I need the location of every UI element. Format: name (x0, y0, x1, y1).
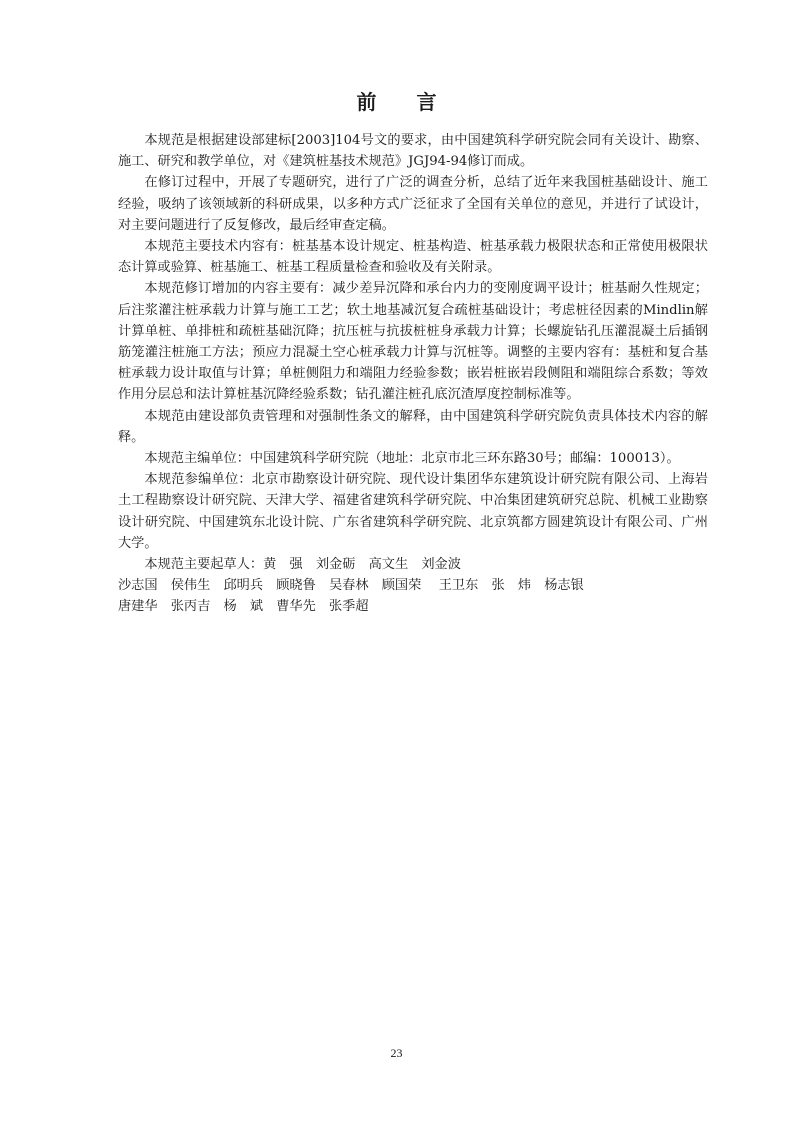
paragraph-participants: 本规范参编单位：北京市勘察设计研究院、现代设计集团华东建筑设计研究院有限公司、上海岩土工程勘察设计研究院、天津大学、福建省建筑科学研究院、中冶集团建筑研究总院、机械工业勘察设计研究院、中国建筑东北设计院、广东省建筑科学研究院、北京筑都方圆建筑设计有限公司、广州大学。 (118, 472, 708, 551)
paragraph-process: 在修订过程中，开展了专题研究，进行了广泛的调查分析，总结了近年来我国桩基础设计、施工经验，吸纳了该领域新的科研成果，以多种方式广泛征求了全国有关单位的意见，并进行了试设计，对主要问题进行了反复修改，最后经审查定稿。 (118, 175, 708, 233)
drafters-line: 沙志国 侯伟生 邱明兵 顾晓鲁 吴春林 顾国荣 王卫东 张 炜 杨志银 (118, 578, 584, 594)
preface-body (118, 130, 708, 618)
title-char-2: 言 (416, 90, 437, 114)
title-char-1: 前 (356, 90, 377, 114)
drafters-line: 唐建华 张丙吉 杨 斌 曹华先 张季超 (118, 599, 369, 615)
paragraph-management: 本规范由建设部负责管理和对强制性条文的解释，由中国建筑科学研究院负责具体技术内容的解释。 (118, 408, 708, 445)
paragraph-basis: 本规范是根据建设部建标[2003]104号文的要求，由中国建筑科学研究院会同有关设计、勘察、施工、研究和教学单位，对《建筑桩基技术规范》JGJ94-94修订而成。 (118, 133, 708, 170)
page-number: 23 (390, 1046, 403, 1060)
drafters-list (118, 554, 708, 618)
paragraph-revisions: 本规范修订增加的内容主要有：减少差异沉降和承台内力的变刚度调平设计；桩基耐久性规定；后注浆灌注桩承载力计算与施工工艺；软土地基减沉复合疏桩基础设计；考虑桩径因素的Mindlin解计算单桩、单排桩和疏桩基础沉降；抗压桩与抗拔桩桩身承载力计算；长螺旋钻孔压灌混凝土后插钢筋笼灌注桩施工方法；预应力混凝土空心桩承载力计算与沉桩等。调整的主要内容有：基桩和复合基桩承载力设计取值与计算；单桩侧阻力和端阻力经验参数；嵌岩桩嵌岩段侧阻和端阻综合系数；等效作用分层总和法计算桩基沉降经验系数；钻孔灌注桩孔底沉渣厚度控制标准等。 (118, 281, 708, 403)
page-title (0, 86, 793, 115)
drafters-line: 本规范主要起草人：黄 强 刘金砺 高文生 刘金波 (144, 557, 461, 573)
paragraph-chief-editor: 本规范主编单位：中国建筑科学研究院（地址：北京市北三环东路30号；邮编：100013）。 (144, 451, 680, 467)
paragraph-main-content: 本规范主要技术内容有：桩基基本设计规定、桩基构造、桩基承载力极限状态和正常使用极限状态计算或验算、桩基施工、桩基工程质量检查和验收及有关附录。 (118, 239, 708, 276)
